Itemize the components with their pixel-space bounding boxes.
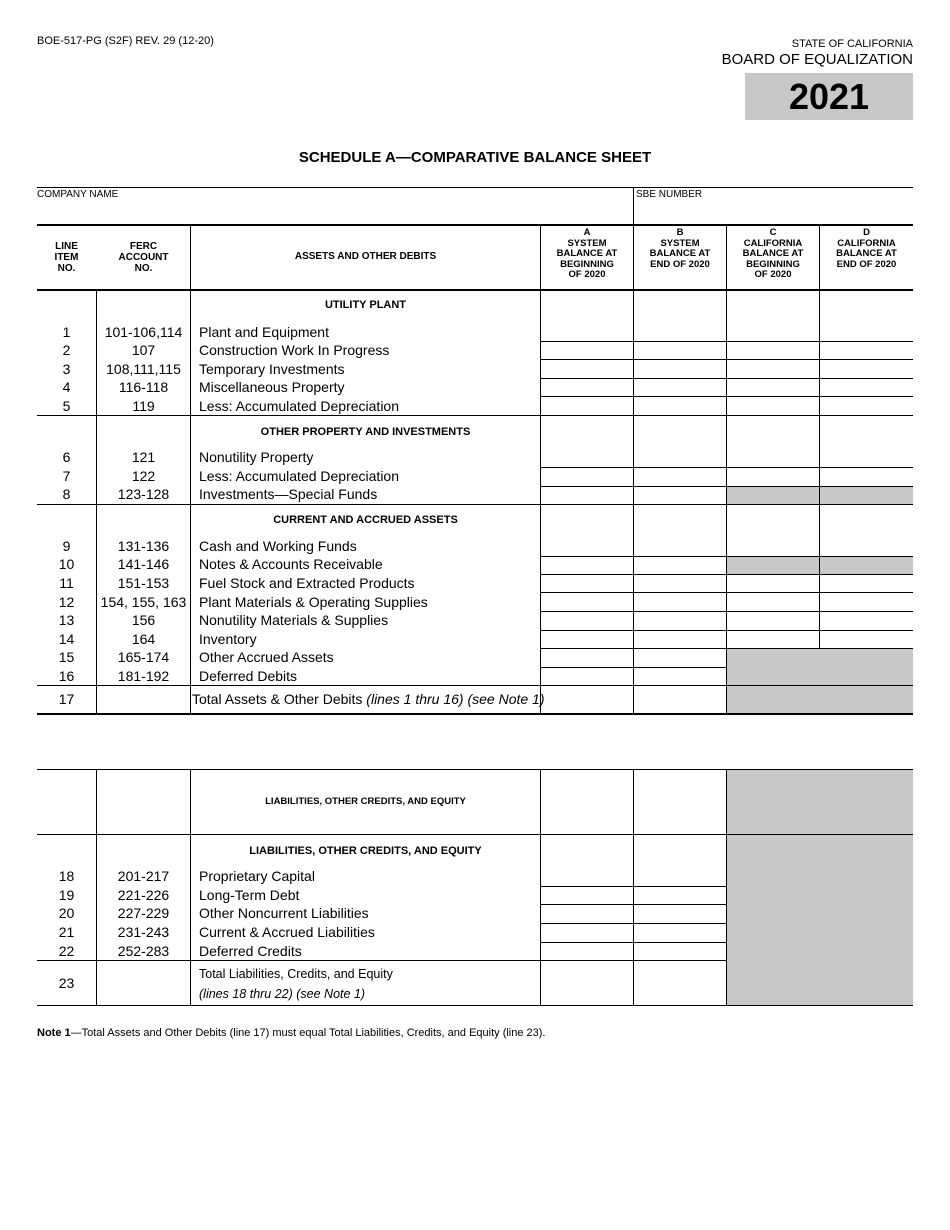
row-description: Inventory (199, 631, 257, 647)
ferc-account: 221-226 (117, 887, 170, 903)
line-number: 16 (58, 668, 75, 684)
company-name-label: COMPANY NAME (37, 189, 119, 200)
row-description: Fuel Stock and Extracted Products (199, 575, 415, 591)
line-number: 21 (58, 924, 75, 940)
row-description: Plant and Equipment (199, 324, 329, 340)
row-description: Long-Term Debt (199, 887, 300, 903)
row-description: Less: Accumulated Depreciation (199, 398, 399, 414)
row-description: Temporary Investments (199, 361, 345, 377)
board-label: BOARD OF EQUALIZATION (721, 51, 913, 68)
form-number: BOE-517-PG (S2F) REV. 29 (12-20) (37, 35, 214, 47)
row-description: Nonutility Property (199, 449, 314, 465)
line-number: 11 (59, 575, 74, 591)
ferc-account: 227-229 (117, 905, 170, 921)
section-liabilities: LIABILITIES, OTHER CREDITS, AND EQUITY (249, 845, 482, 857)
ferc-account: 108,111,115 (106, 361, 181, 377)
line-number: 1 (62, 324, 71, 340)
line-number: 5 (62, 398, 71, 414)
line-number: 2 (62, 342, 71, 358)
section-other-property: OTHER PROPERTY AND INVESTMENTS (260, 426, 471, 438)
line-number: 20 (58, 905, 75, 921)
row-description: Current & Accrued Liabilities (199, 924, 375, 940)
ferc-account: 151-153 (117, 575, 170, 591)
line-number: 7 (62, 468, 71, 484)
row-description: Plant Materials & Operating Supplies (199, 594, 428, 610)
row-description: Deferred Credits (199, 943, 302, 959)
row-description: Proprietary Capital (199, 868, 315, 884)
ferc-account: 156 (131, 612, 156, 628)
col-header-a: A SYSTEM BALANCE AT BEGINNING OF 2020 (556, 227, 618, 280)
shaded-cell (727, 486, 913, 504)
ferc-account: 181-192 (117, 668, 170, 684)
row-description: Deferred Debits (199, 668, 298, 684)
ferc-account: 107 (131, 342, 156, 358)
line-number: 12 (58, 594, 75, 610)
line-number: 15 (58, 649, 75, 665)
row-description: Notes & Accounts Receivable (199, 556, 383, 572)
row-description: Other Noncurrent Liabilities (199, 905, 369, 921)
ferc-account: 154, 155, 163 (100, 594, 187, 610)
ferc-account: 131-136 (117, 538, 170, 554)
section-utility-plant: UTILITY PLANT (324, 299, 407, 311)
page-title: SCHEDULE A—COMPARATIVE BALANCE SHEET (298, 149, 652, 166)
col-header-b: B SYSTEM BALANCE AT END OF 2020 (649, 227, 711, 270)
ferc-account: 141-146 (117, 556, 170, 572)
ferc-account: 165-174 (117, 649, 170, 665)
col-header-line-item: LINE ITEM NO. (54, 241, 79, 274)
line-number: 4 (62, 379, 71, 395)
line-number: 23 (58, 975, 75, 991)
ferc-account: 122 (131, 468, 156, 484)
row-description: Nonutility Materials & Supplies (199, 612, 389, 628)
ferc-account: 101-106,114 (104, 324, 183, 340)
shaded-cell (727, 770, 913, 1006)
line-number: 17 (58, 691, 75, 707)
row-description: Construction Work In Progress (199, 342, 390, 358)
line-number: 19 (58, 887, 75, 903)
ferc-account: 121 (131, 449, 156, 465)
ferc-account: 123-128 (117, 486, 170, 502)
section-current-assets: CURRENT AND ACCRUED ASSETS (273, 514, 458, 526)
total-liabilities-label: Total Liabilities, Credits, and Equity (lines 18 thru 22) (see Note 1) (199, 967, 393, 1001)
line-number: 18 (58, 868, 75, 884)
line-number: 3 (62, 361, 71, 377)
line-number: 22 (58, 943, 75, 959)
year-box: 2021 (745, 73, 913, 120)
col-header-assets: ASSETS AND OTHER DEBITS (294, 251, 437, 262)
col-header-c: C CALIFORNIA BALANCE AT BEGINNING OF 2020 (742, 227, 804, 280)
ferc-account: 252-283 (117, 943, 170, 959)
state-label: STATE OF CALIFORNIA (791, 38, 913, 50)
row-description: Miscellaneous Property (199, 379, 345, 395)
row-description: Investments—Special Funds (199, 486, 378, 502)
sbe-number-field[interactable] (640, 198, 910, 220)
col-header-d: D CALIFORNIA BALANCE AT END OF 2020 (836, 227, 897, 270)
note-1: Note 1—Total Assets and Other Debits (line 17) must equal Total Liabilities, Credits, and Equity (line 23). (37, 1027, 546, 1039)
liabilities-header: LIABILITIES, OTHER CREDITS, AND EQUITY (265, 796, 466, 807)
total-assets-label: Total Assets & Other Debits (lines 1 thru 16) (see Note 1) (192, 691, 545, 707)
ferc-account: 119 (132, 398, 155, 414)
row-description: Other Accrued Assets (199, 649, 334, 665)
ferc-account: 201-217 (117, 868, 170, 884)
line-number: 10 (58, 556, 75, 572)
ferc-account: 164 (131, 631, 156, 647)
row-description: Cash and Working Funds (199, 538, 357, 554)
shaded-cell (727, 649, 913, 713)
shaded-cell (727, 556, 913, 574)
line-number: 8 (62, 486, 71, 502)
line-number: 13 (58, 612, 75, 628)
company-name-field[interactable] (150, 198, 620, 220)
sbe-number-label: SBE NUMBER (636, 189, 703, 200)
ferc-account: 116-118 (118, 379, 169, 395)
row-description: Less: Accumulated Depreciation (199, 468, 399, 484)
ferc-account: 231-243 (117, 924, 170, 940)
col-header-ferc: FERC ACCOUNT NO. (118, 241, 169, 274)
line-number: 14 (58, 631, 75, 647)
line-number: 6 (62, 449, 71, 465)
line-number: 9 (62, 538, 71, 554)
